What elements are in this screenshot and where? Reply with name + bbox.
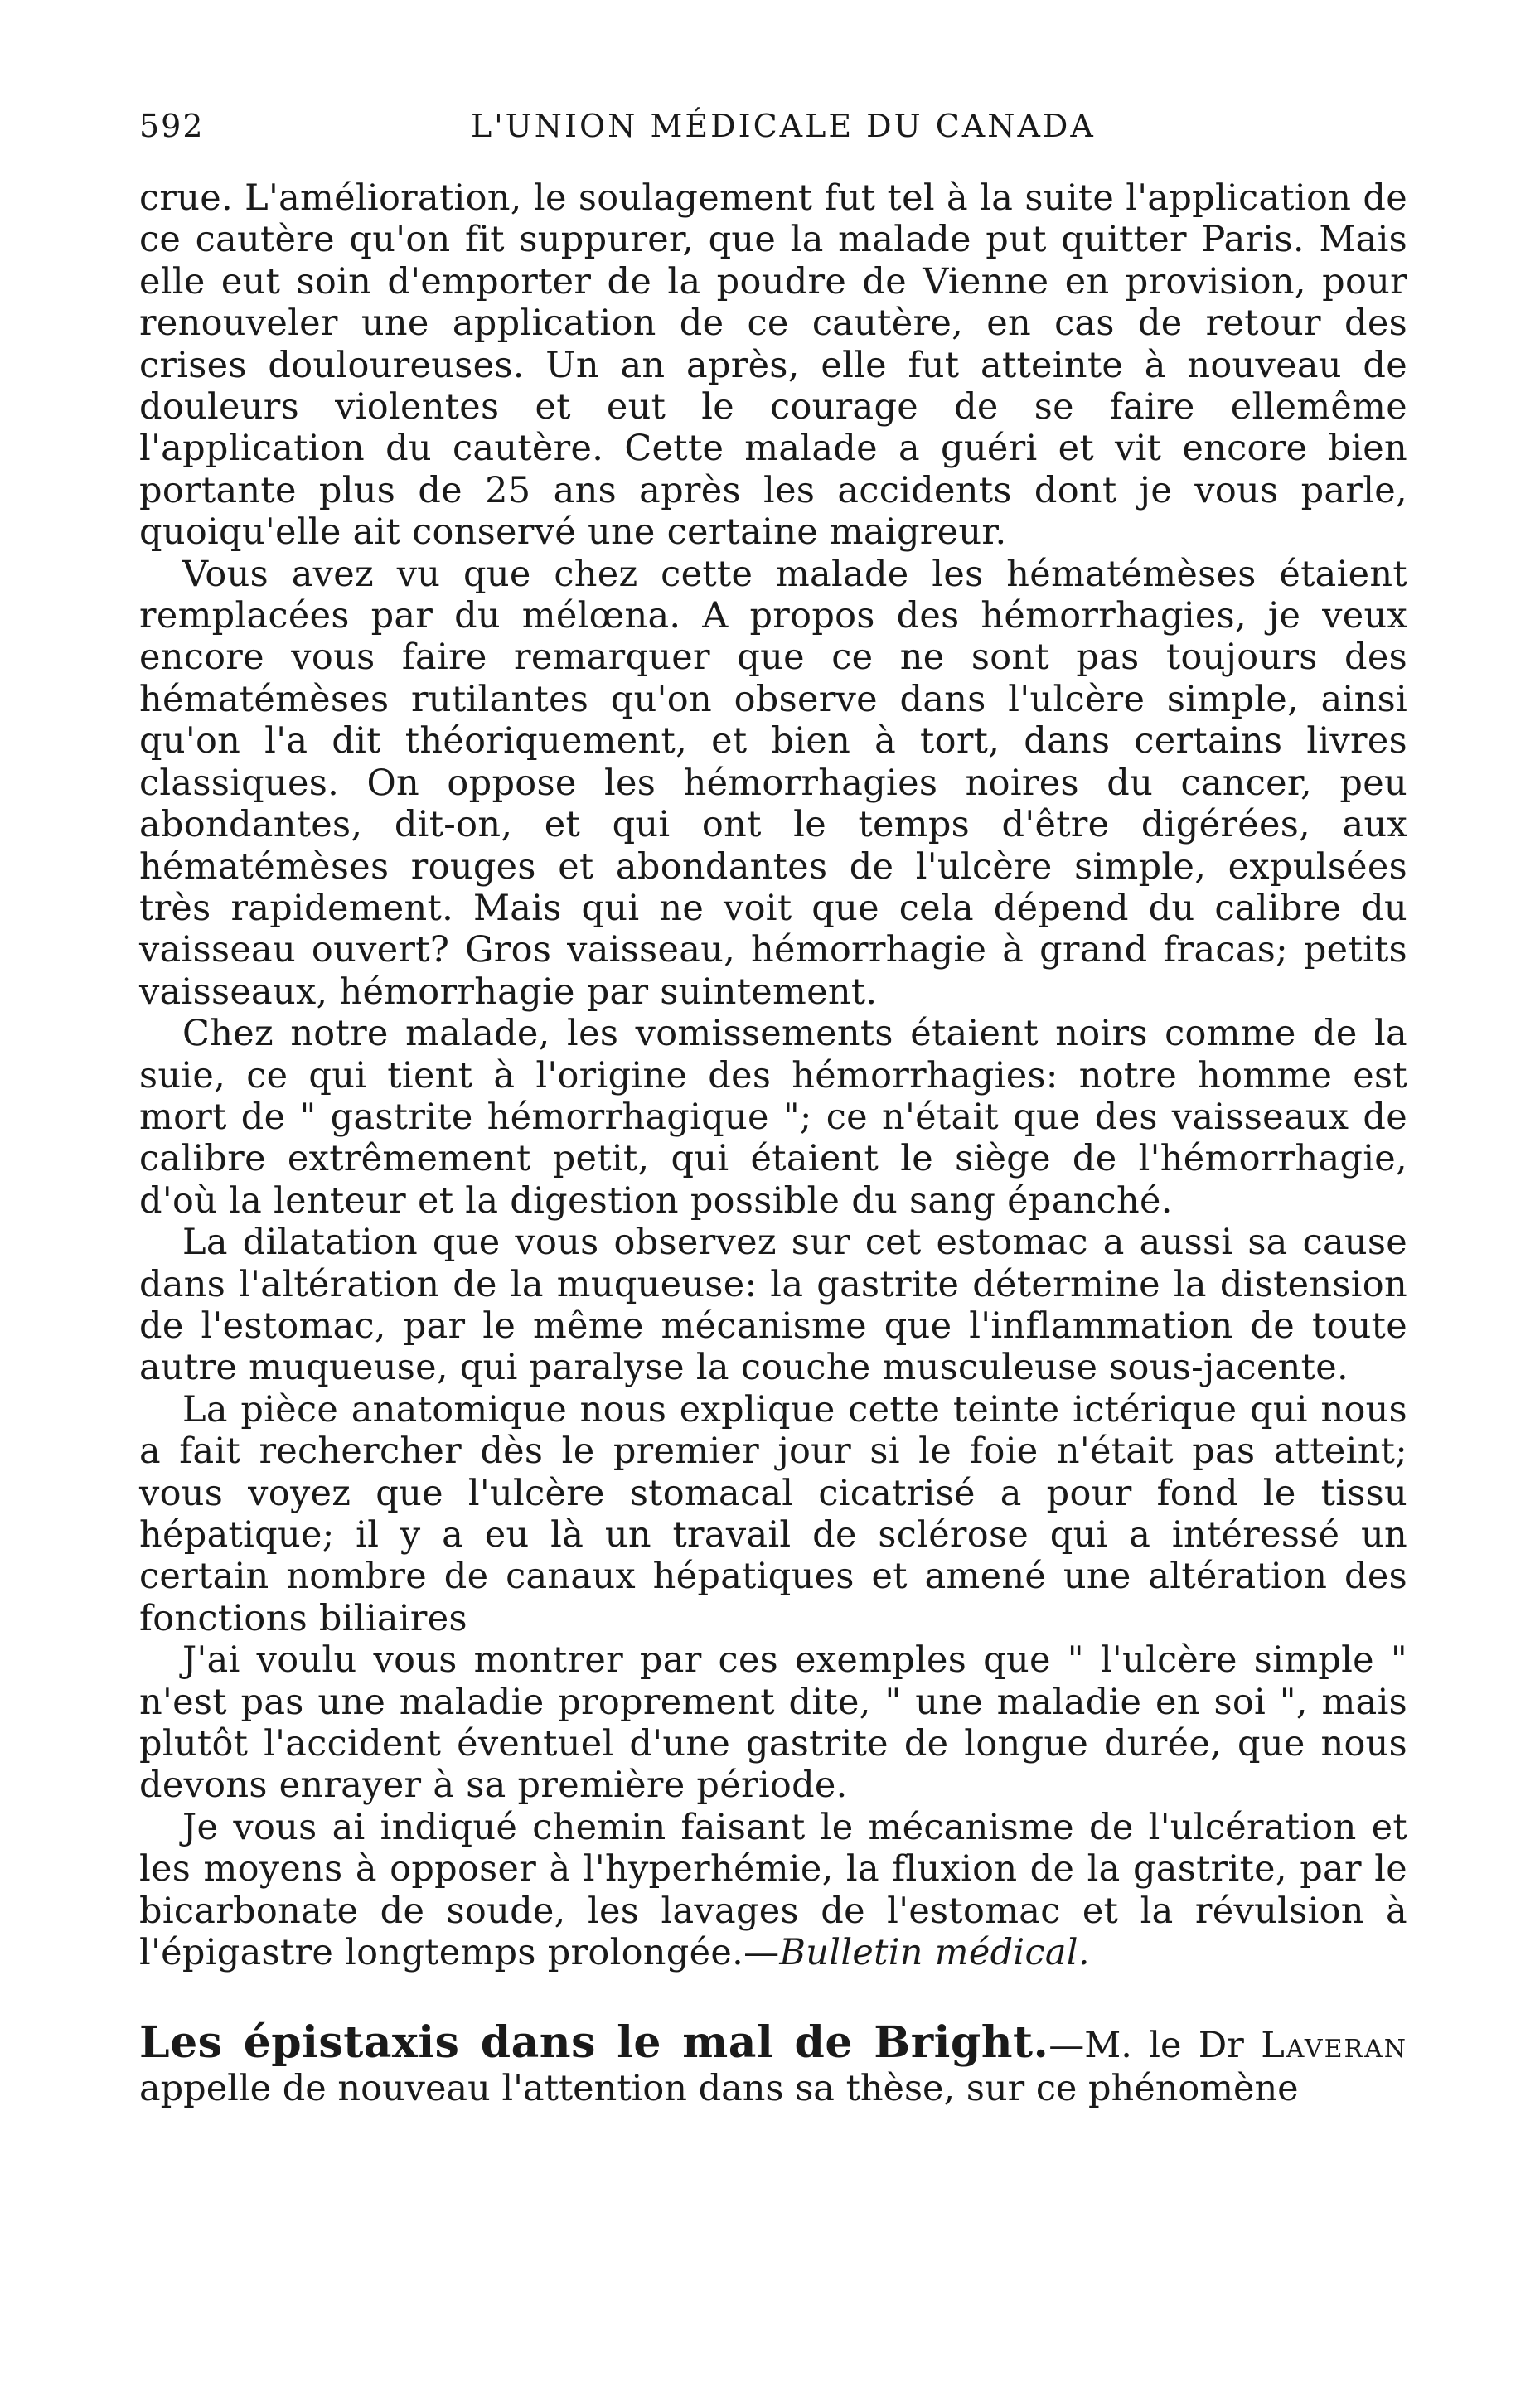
- source-citation: Bulletin médical.: [779, 1932, 1090, 1974]
- page-number: 592: [139, 108, 205, 144]
- paragraph-3: Chez notre malade, les vomissements étaient noirs comme de la suie, ce qui tient à l'origine des hémorrhagies: notre homme est mort de " gastrite hémorrhagique "; ce n'était que des vaisseaux de calibre extrêmement petit, qui étaient le siège de l'hémorrhagie, d'où la lenteur et la digestion possible du sang épanché.: [139, 1013, 1407, 1222]
- running-head: [139, 108, 1407, 166]
- article-continuation: [139, 177, 1407, 1973]
- paragraph-7-text: Je vous ai indiqué chemin faisant le mécanisme de l'ulcération et les moyens à opposer à l'hyperhémie, la fluxion de la gastrite, par le bicarbonate de soude, les lavages de l'estomac et la révulsion à l'épigastre longtemps prolongée.—: [139, 1806, 1407, 1974]
- journal-title: L'UNION MÉDICALE DU CANADA: [471, 108, 1096, 144]
- article-intro: —M. le Dr: [1048, 2025, 1262, 2067]
- paragraph-1: crue. L'amélioration, le soulagement fut tel à la suite l'application de ce cautère qu'on fit suppurer, que la malade put quitter Paris. Mais elle eut soin d'emporter de la poudre de Vienne en provision, pour renouveler une application de ce cautère, en cas de retour des crises douloureuses. Un an après, elle fut atteinte à nouveau de douleurs violentes et eut le courage de se faire ellemême l'application du cautère. Cette malade a guéri et vit encore bien portante plus de 25 ans après les accidents dont je vous parle, quoiqu'elle ait conservé une certaine maigreur.: [139, 177, 1407, 554]
- paragraph-6: J'ai voulu vous montrer par ces exemples que " l'ulcère simple " n'est pas une maladie proprement dite, " une maladie en soi ", mais plutôt l'accident éventuel d'une gastrite de longue durée, que nous devons enrayer à sa première période.: [139, 1639, 1407, 1807]
- paragraph-7: [139, 1807, 1407, 1974]
- article-text: appelle de nouveau l'attention dans sa thèse, sur ce phénomène: [139, 2068, 1299, 2110]
- paragraph-5: La pièce anatomique nous explique cette teinte ictérique qui nous a fait rechercher dès le premier jour si le foie n'était pas atteint; vous voyez que l'ulcère stomacal cicatrisé a pour fond le tissu hépatique; il y a eu là un travail de sclérose qui a intéressé un certain nombre de canaux hépatiques et amené une altération des fonctions biliaires: [139, 1388, 1407, 1639]
- article-author: Laveran: [1261, 2025, 1407, 2067]
- journal-page: [139, 108, 1407, 2110]
- article-headline: Les épistaxis dans le mal de Bright.: [139, 2017, 1049, 2069]
- article-lead: [139, 2017, 1407, 2110]
- paragraph-2: Vous avez vu que chez cette malade les hématémèses étaient remplacées par du mélœna. A propos des hémorrhagies, je veux encore vous faire remarquer que ce ne sont pas toujours des hématémèses rutilantes qu'on observe dans l'ulcère simple, ainsi qu'on l'a dit théoriquement, et bien à tort, dans certains livres classiques. On oppose les hémorrhagies noires du cancer, peu abondantes, dit-on, et qui ont le temps d'être digérées, aux hématémèses rouges et abondantes de l'ulcère simple, expulsées très rapidement. Mais qui ne voit que cela dépend du calibre du vaisseau ouvert? Gros vaisseau, hémorrhagie à grand fracas; petits vaisseaux, hémorrhagie par suintement.: [139, 553, 1407, 1013]
- new-article: [139, 2017, 1407, 2110]
- paragraph-4: La dilatation que vous observez sur cet estomac a aussi sa cause dans l'altération de la muqueuse: la gastrite détermine la distension de l'estomac, par le même mécanisme que l'inflammation de toute autre muqueuse, qui paralyse la couche musculeuse sous-jacente.: [139, 1222, 1407, 1389]
